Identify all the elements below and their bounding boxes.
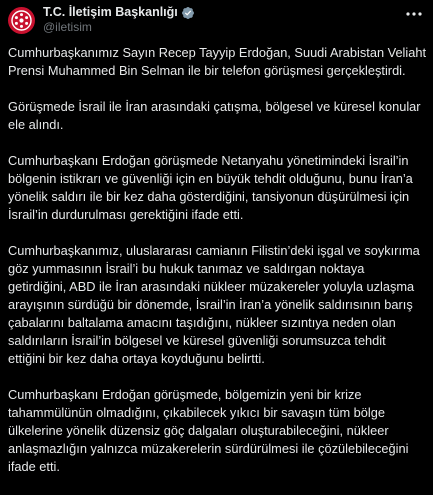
communications-directorate-logo-icon	[11, 10, 32, 31]
verified-badge-icon	[181, 6, 195, 20]
post-header	[8, 5, 195, 35]
avatar[interactable]	[8, 7, 35, 34]
post-paragraph-2: Görüşmede İsrail ile İran arasındaki çatışma, bölgesel ve küresel konular ele alındı.	[8, 99, 421, 132]
more-options-icon[interactable]	[405, 9, 423, 19]
post-paragraph-3: Cumhurbaşkanı Erdoğan görüşmede Netanyahu yönetimindeki İsrail’in bölgenin istikrarı ve güvenliği için en büyük tehdit olduğunu, bunu İran’a yönelik saldırı ile bir kez daha gösterdiğini, tansiyonun düşürülmesi için İsrail’in durdurulması gerektiğini ifade etti.	[8, 153, 413, 222]
account-meta	[43, 5, 195, 35]
post-text	[8, 44, 428, 494]
post-paragraph-4: Cumhurbaşkanımız, uluslararası camianın Filistin’deki işgal ve soykırıma göz yummasının İsrail’i bu hukuk tanımaz ve saldırgan noktaya getirdiğini, ABD ile İran arasındaki nükleer müzakereler yoluyla uzlaşma arayışının sürdüğü bir dönemde, İsrail’in İran’a yönelik saldırısının barış çabalarını baltalama amacını taşıdığını, nükleer sızıntıya neden olan saldırıların İsrail’in bölgesel ve küresel güvenliği sorumsuzca tehdit ettiğini bir kez daha ortaya koyduğunu belirtti.	[8, 243, 420, 366]
account-handle[interactable]: @iletisim	[43, 20, 92, 34]
post-paragraph-1: Cumhurbaşkanımız Sayın Recep Tayyip Erdoğan, Suudi Arabistan Veliaht Prensi Muhammed Bin Selman ile bir telefon görüşmesi gerçekleştirdi.	[8, 45, 427, 78]
post-paragraph-5: Cumhurbaşkanı Erdoğan görüşmede, bölgemizin yeni bir krize tahammülünün olmadığını, çıkabilecek yıkıcı bir savaşın tüm bölge ülkelerine yönelik düzensiz göç dalgaları oluşturabileceğini, nükleer anlaşmazlığın yalnızca müzakerelerin sürdürülmesi ile çözülebileceğini ifade etti.	[8, 387, 409, 474]
display-name[interactable]: T.C. İletişim Başkanlığı	[43, 5, 178, 19]
name-row	[43, 5, 195, 20]
